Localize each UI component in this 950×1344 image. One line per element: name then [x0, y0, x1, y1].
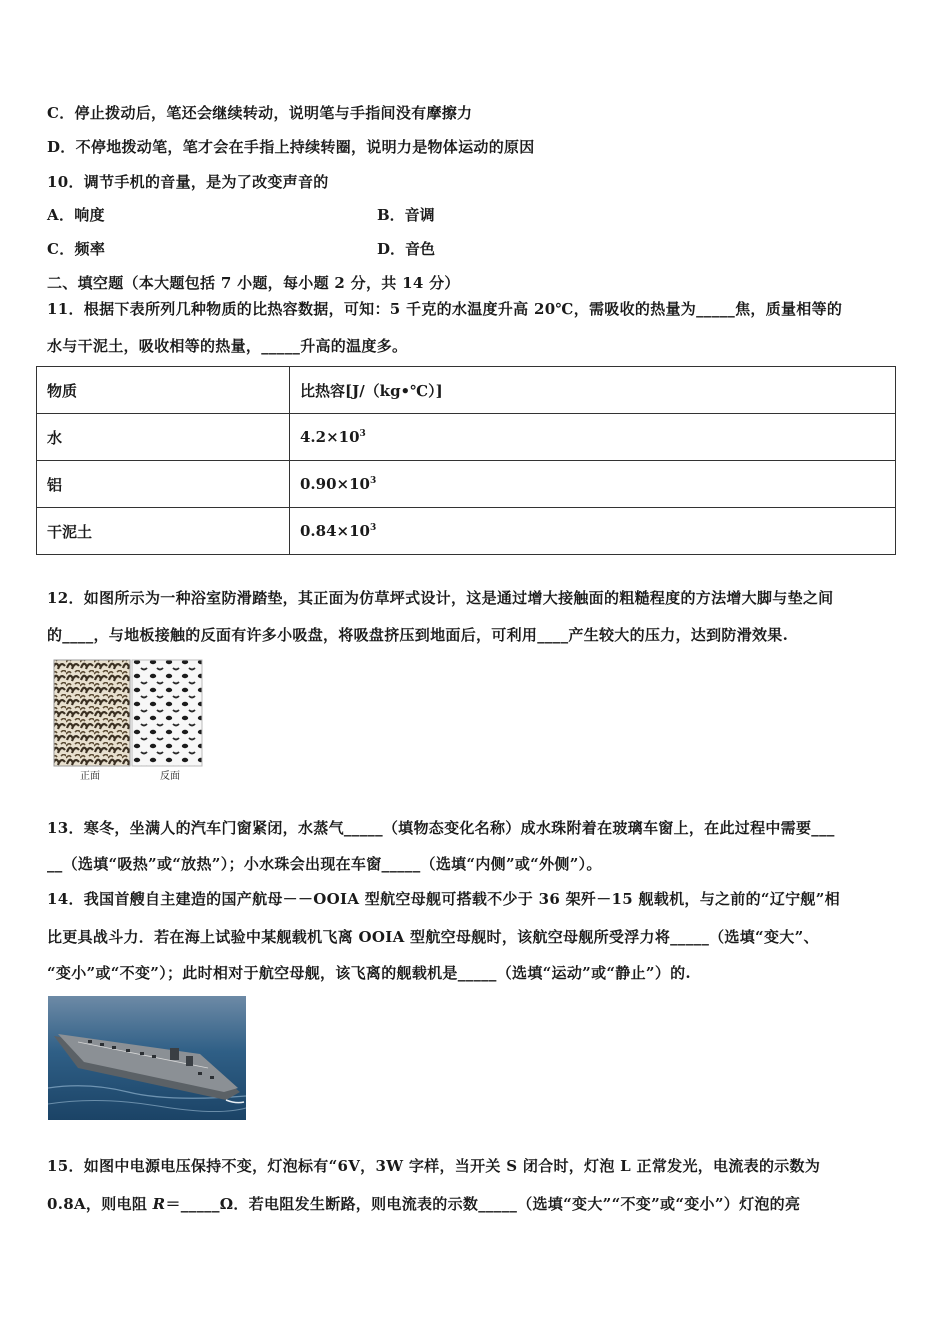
- table-cell-value: $0.90\times 10^3$: [290, 461, 896, 508]
- table-cell-value: $0.84\times 10^3$: [290, 508, 896, 555]
- question-11-line1: 11．根据下表所列几种物质的比热容数据，可知：5 千克的水温度升高 20℃，需吸收的热量为_____焦，质量相等的: [47, 300, 843, 318]
- option-9d: D．不停地拨动笔，笔才会在手指上持续转圈，说明力是物体运动的原因: [47, 138, 535, 156]
- aircraft-carrier-image: [48, 996, 246, 1120]
- option-10c: C．频率: [47, 240, 106, 258]
- question-12-line2: 的____，与地板接触的反面有许多小吸盘，将吸盘挤压到地面后，可利用____产生较大的压力，达到防滑效果.: [47, 626, 789, 644]
- question-13-line2: __（选填“吸热”或“放热”）；小水珠会出现在车窗_____（选填“内侧”或“外侧”）。: [47, 855, 602, 873]
- table-row: [37, 461, 896, 508]
- question-13-line1: 13．寒冬，坐满人的汽车门窗紧闭，水蒸气_____（填物态变化名称）成水珠附着在玻璃车窗上，在此过程中需要___: [47, 819, 835, 837]
- table-cell-substance: 水: [37, 414, 290, 461]
- section-heading: 二、填空题（本大题包括 7 小题，每小题 2 分，共 14 分）: [47, 274, 460, 292]
- question-11-line2: 水与干泥土，吸收相等的热量，_____升高的温度多。: [47, 337, 408, 355]
- bath-mat-figure: [52, 658, 204, 782]
- mat-back-label: 反面: [160, 771, 180, 782]
- option-10b: B．音调: [377, 206, 435, 224]
- option-10a: A．响度: [47, 206, 105, 224]
- variable-r: R: [152, 1195, 166, 1213]
- question-14-line1: 14．我国首艘自主建造的国产航母－－OOIA 型航空母舰可搭载不少于 36 架歼－15 舰载机，与之前的“辽宁舰”相: [47, 890, 840, 908]
- question-12-line1: 12．如图所示为一种浴室防滑踏垫，其正面为仿草坪式设计，这是通过增大接触面的粗糙程度的方法增大脚与垫之间: [47, 589, 834, 607]
- question-15-line2: 0.8A，则电阻 R＝_____Ω．若电阻发生断路，则电流表的示数_____（选填“变大”“不变”或“变小”）灯泡的亮: [47, 1195, 801, 1213]
- question-10: 10．调节手机的音量，是为了改变声音的: [47, 173, 329, 191]
- option-10d: D．音色: [377, 240, 436, 258]
- table-cell-value: $4.2\times 10^3$: [290, 414, 896, 461]
- question-14-line2: 比更具战斗力．若在海上试验中某舰载机飞离 OOIA 型航空母舰时，该航空母舰所受浮力将_____（选填“变大”、: [47, 928, 819, 946]
- option-9c: C．停止拨动后，笔还会继续转动，说明笔与手指间没有摩擦力: [47, 104, 473, 122]
- table-header-cell: 物质: [37, 367, 290, 414]
- table-cell-substance: 干泥土: [37, 508, 290, 555]
- table-header-row: [37, 367, 896, 414]
- specific-heat-table: [36, 366, 896, 555]
- table-cell-substance: 铝: [37, 461, 290, 508]
- question-14-line3: “变小”或“不变”）；此时相对于航空母舰，该飞离的舰载机是_____（选填“运动”或“静止”）的.: [47, 964, 691, 982]
- question-15-line1: 15．如图中电源电压保持不变，灯泡标有“6V，3W 字样，当开关 S 闭合时，灯泡 L 正常发光，电流表的示数为: [47, 1157, 821, 1175]
- bath-mat-image: [52, 658, 204, 782]
- table-header-cell: 比热容[J/（kg•℃）]: [290, 367, 896, 414]
- table-row: [37, 414, 896, 461]
- aircraft-carrier-figure: [48, 996, 246, 1120]
- mat-front-label: 正面: [80, 771, 100, 782]
- table-row: [37, 508, 896, 555]
